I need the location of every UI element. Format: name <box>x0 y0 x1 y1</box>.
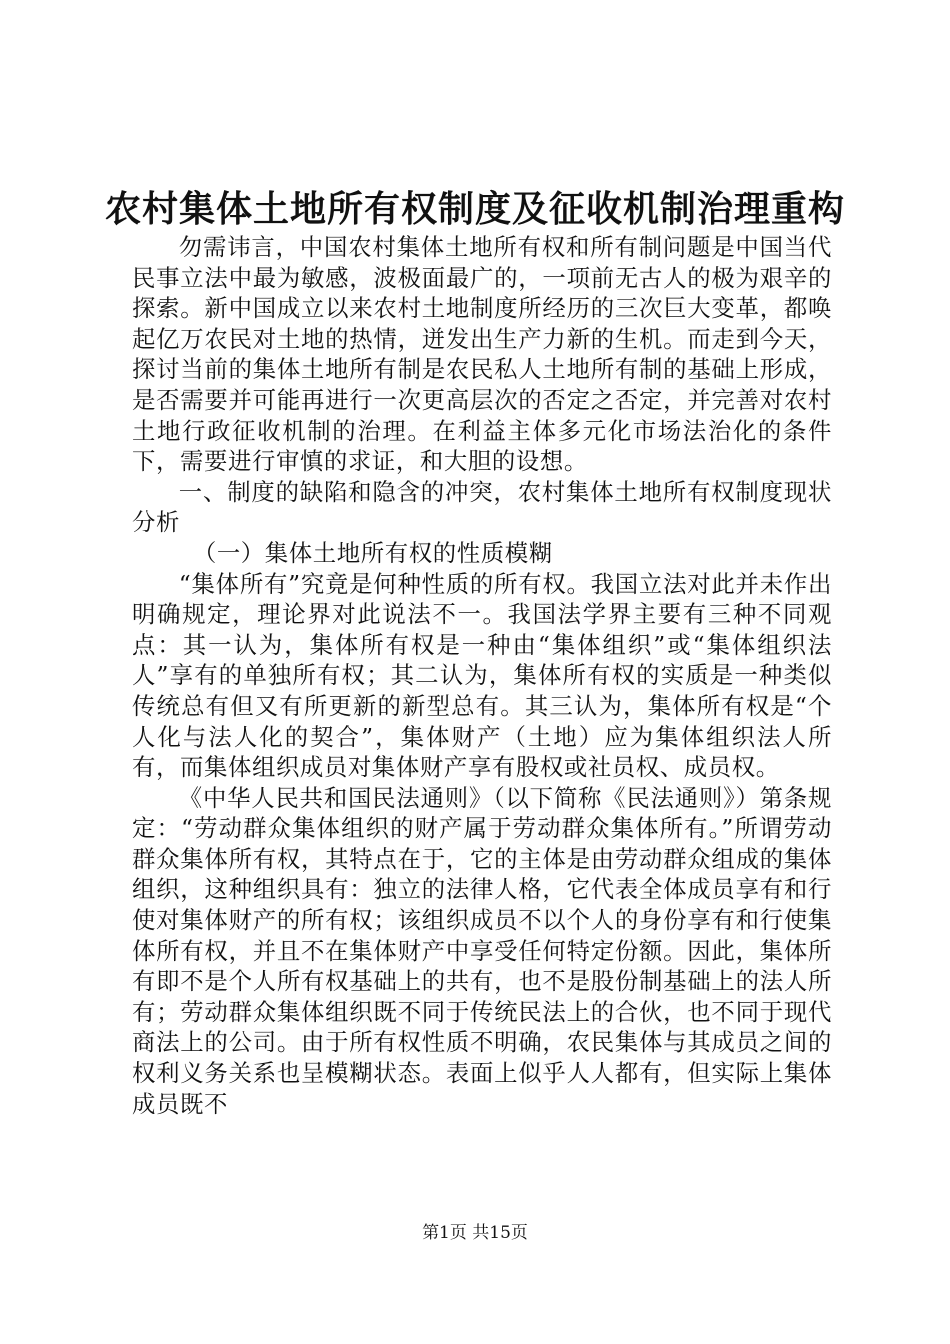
page-number-footer: 第1页 共15页 <box>422 1223 528 1243</box>
document-title: 农村集体土地所有权制度及征收机制治理重构 <box>104 188 845 230</box>
paragraph-collective-ownership: “集体所有”究竟是何种性质的所有权。我国立法对此并未作出明确规定，理论界对此说法不一。我国法学界主要有三种不同观点：其一认为，集体所有权是一种由“集体组织”或“集体组织法人”享有的单独所有权；其二认为，集体所有权的实质是一种类似传统总有但又有所更新的新型总有。其三认为，集体所有权是“个人化与法人化的契合”，集体财产（土地）应为集体组织法人所有，而集体组织成员对集体财产享有股权或社员权、成员权。 <box>132 569 832 782</box>
document-body <box>132 232 832 1119</box>
paragraph-intro: 勿需讳言，中国农村集体土地所有权和所有制问题是中国当代民事立法中最为敏感，波极面最广的，一项前无古人的极为艰辛的探索。新中国成立以来农村土地制度所经历的三次巨大变革，都唤起亿万农民对土地的热情，迸发出生产力新的生机。而走到今天，探讨当前的集体土地所有制是农民私人土地所有制的基础上形成，是否需要并可能再进行一次更高层次的否定之否定，并完善对农村土地行政征收机制的治理。在利益主体多元化市场法治化的条件下，需要进行审慎的求证，和大胆的设想。 <box>132 233 832 476</box>
subsection-heading-1: （一）集体土地所有权的性质模糊 <box>192 538 553 567</box>
paragraph-civil-law: 《中华人民共和国民法通则》（以下简称《民法通则》）第条规定：“劳动群众集体组织的财产属于劳动群众集体所有。”所谓劳动群众集体所有权，其特点在于，它的主体是由劳动群众组成的集体组织，这种组织具有：独立的法律人格，它代表全体成员享有和行使对集体财产的所有权；该组织成员不以个人的身份享有和行使集体所有权，并且不在集体财产中享受任何特定份额。因此，集体所有即不是个人所有权基础上的共有，也不是股份制基础上的法人所有；劳动群众集体组织既不同于传统民法上的合伙，也不同于现代商法上的公司。由于所有权性质不明确，农民集体与其成员之间的权利义务关系也呈模糊状态。表面上似乎人人都有，但实际上集体成员既不 <box>132 783 832 1118</box>
section-heading-1: 一、制度的缺陷和隐含的冲突，农村集体土地所有权制度现状分析 <box>132 477 832 537</box>
